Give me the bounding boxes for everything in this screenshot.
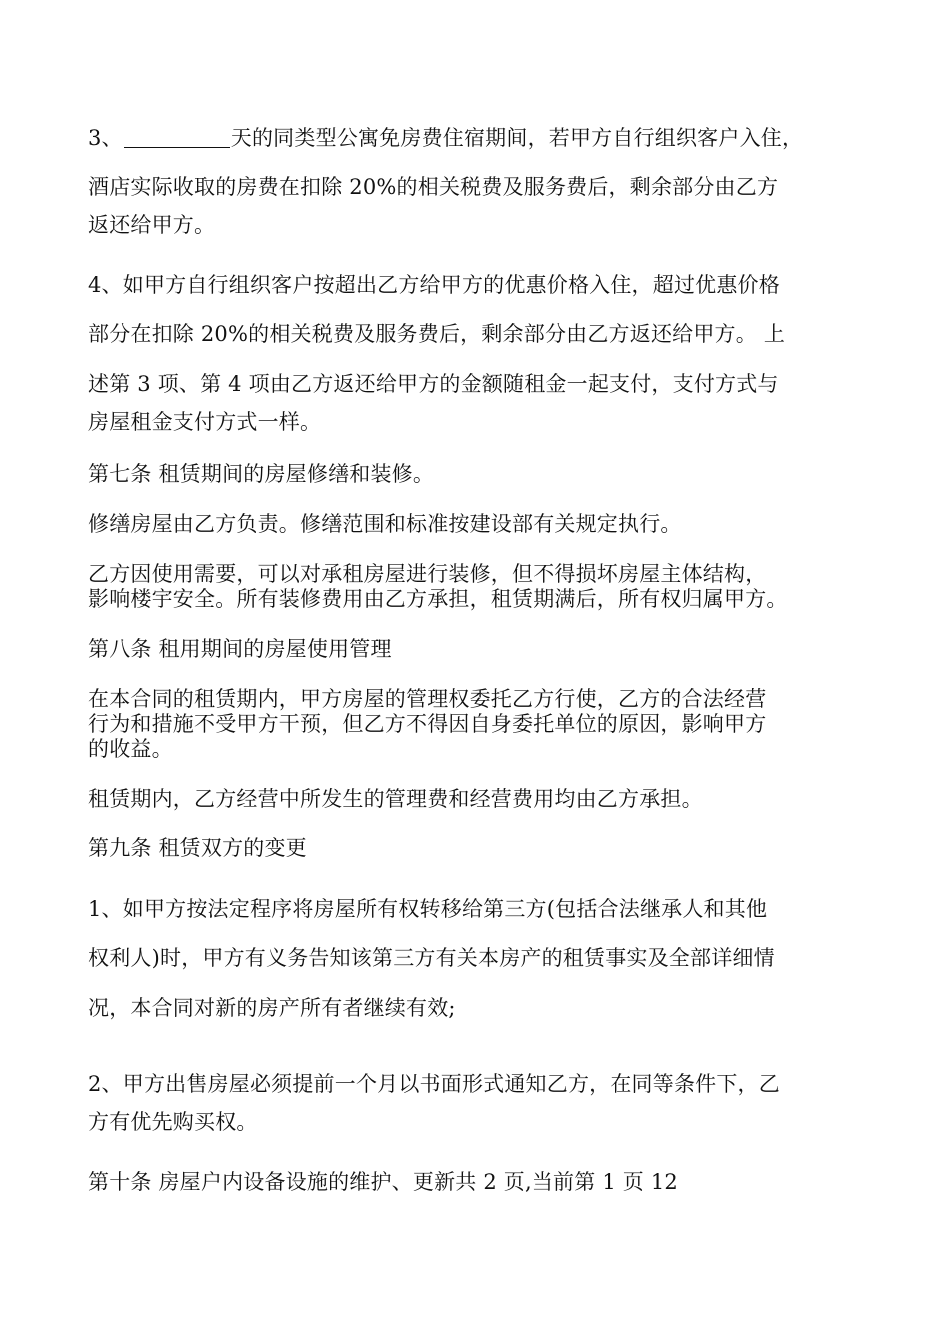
article7-paragraph2-line2: 影响楼宇安全。所有装修费用由乙方承担，租赁期满后，所有权归属甲方。 (88, 587, 788, 611)
item4-line3: 述第 3 项、第 4 项由乙方返还给甲方的金额随租金一起支付，支付方式与 (88, 372, 779, 396)
article8-paragraph1-line1: 在本合同的租赁期内，甲方房屋的管理权委托乙方行使，乙方的合法经营 (88, 687, 767, 711)
item3-line1 (88, 125, 878, 151)
article9-item2-line1: 2、甲方出售房屋必须提前一个月以书面形式通知乙方，在同等条件下，乙 (88, 1072, 780, 1096)
item4-line1: 4、如甲方自行组织客户按超出乙方给甲方的优惠价格入住，超过优惠价格 (88, 273, 780, 297)
article7-paragraph1: 修缮房屋由乙方负责。修缮范围和标准按建设部有关规定执行。 (88, 512, 682, 536)
item3-prefix: 3、 (88, 126, 123, 150)
item3-line3: 返还给甲方。 (88, 213, 216, 237)
article8-title: 第八条 租用期间的房屋使用管理 (88, 637, 392, 661)
item4-line4: 房屋租金支付方式一样。 (88, 410, 322, 434)
article9-item1-line2: 权利人)时，甲方有义务告知该第三方有关本房产的租赁事实及全部详细情 (88, 946, 775, 970)
item3-line1-text: 天的同类型公寓免房费住宿期间，若甲方自行组织客户入住， (230, 126, 804, 150)
article9-item1-line1: 1、如甲方按法定程序将房屋所有权转移给第三方(包括合法继承人和其他 (88, 897, 768, 921)
article10-title-and-page-footer: 第十条 房屋户内设备设施的维护、更新共 2 页,当前第 1 页 12 (88, 1170, 678, 1194)
article8-paragraph1-line3: 的收益。 (88, 737, 173, 761)
article7-title: 第七条 租赁期间的房屋修缮和装修。 (88, 462, 435, 486)
article7-paragraph2-line1: 乙方因使用需要，可以对承租房屋进行装修，但不得损坏房屋主体结构， (88, 562, 767, 586)
article9-item2-line2: 方有优先购买权。 (88, 1110, 258, 1134)
item3-line2: 酒店实际收取的房费在扣除 20%的相关税费及服务费后，剩余部分由乙方 (88, 175, 779, 199)
article8-paragraph2: 租赁期内，乙方经营中所发生的管理费和经营费用均由乙方承担。 (88, 787, 703, 811)
fill-in-blank (124, 127, 230, 148)
article9-item1-line3: 况，本合同对新的房产所有者继续有效; (88, 996, 456, 1020)
article8-paragraph1-line2: 行为和措施不受甲方干预，但乙方不得因自身委托单位的原因，影响甲方 (88, 712, 767, 736)
article9-title: 第九条 租赁双方的变更 (88, 836, 307, 860)
item4-line2: 部分在扣除 20%的相关税费及服务费后，剩余部分由乙方返还给甲方。 上 (88, 322, 786, 346)
